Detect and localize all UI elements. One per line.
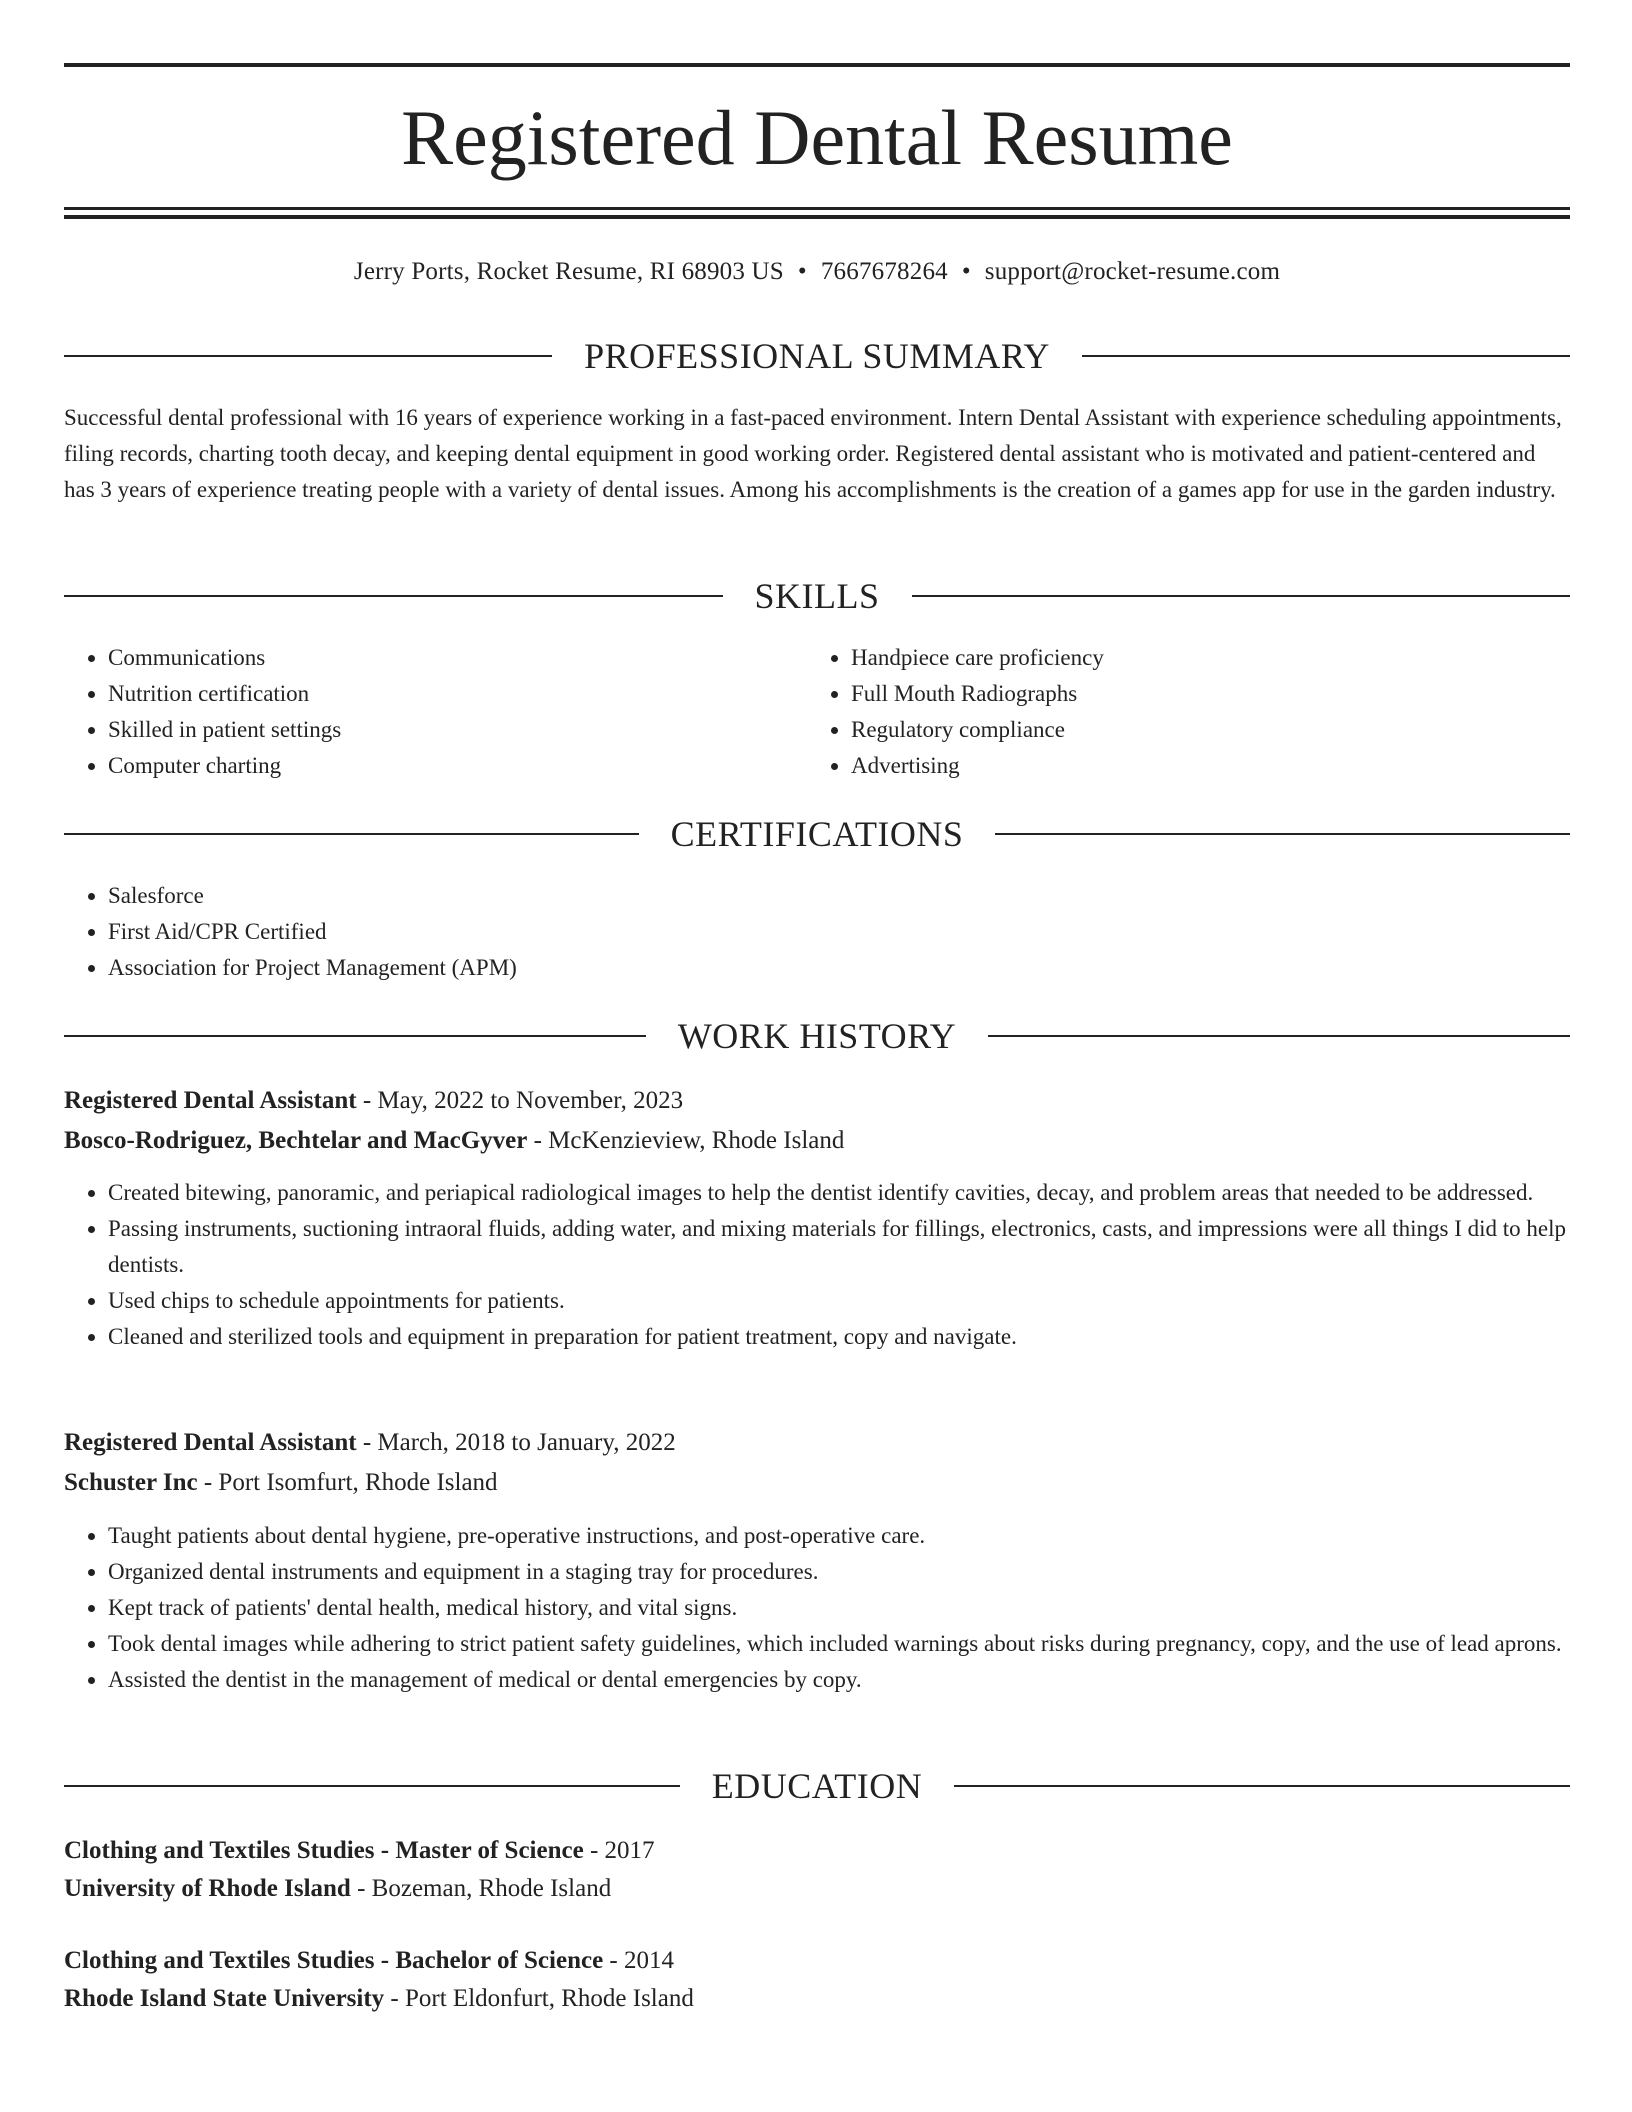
certification-item: • Association for Project Management (APM) (108, 950, 1508, 986)
section-heading-summary (64, 334, 1570, 378)
skill-item: • Communications (108, 640, 808, 676)
skill-item: • Nutrition certification (108, 676, 808, 712)
job-title-line (64, 1424, 1570, 1462)
education-degree: Clothing and Textiles Studies - Bachelor of Science (64, 1947, 604, 1974)
contact-email: support@rocket-resume.com (984, 258, 1281, 285)
section-title: EDUCATION (711, 1766, 923, 1806)
section-title: WORK HISTORY (677, 1016, 957, 1056)
job-bullet: • Assisted the dentist in the management of medical or dental emergencies by copy. (108, 1662, 1570, 1698)
education-degree: Clothing and Textiles Studies - Master of Science (64, 1837, 584, 1864)
skill-item: • Full Mouth Radiographs (851, 676, 1551, 712)
education-location: - Port Eldonfurt, Rhode Island (384, 1985, 694, 2012)
job-company-line (64, 1464, 1570, 1502)
education-degree-line (64, 1832, 1570, 1870)
education-year: - 2017 (583, 1837, 655, 1864)
education-school: Rhode Island State University (64, 1985, 385, 2012)
heading-rule (64, 1035, 646, 1037)
heading-rule (64, 355, 552, 357)
job-bullet: • Created bitewing, panoramic, and periapical radiological images to help the dentist identify cavities, decay, and problem areas that needed to be addressed. (108, 1175, 1570, 1211)
job-title: Registered Dental Assistant (64, 1087, 357, 1114)
skill-item: • Skilled in patient settings (108, 712, 808, 748)
skill-item: • Advertising (851, 748, 1551, 784)
section-heading-work (64, 1014, 1570, 1058)
section-heading-skills (64, 574, 1570, 618)
top-rule (64, 63, 1570, 67)
heading-rule (64, 1785, 680, 1787)
skill-item: • Regulatory compliance (851, 712, 1551, 748)
job-company-line (64, 1122, 1570, 1160)
section-heading-education (64, 1764, 1570, 1808)
job-title: Registered Dental Assistant (64, 1429, 357, 1456)
resume-title: Registered Dental Resume (401, 94, 1233, 181)
contact-phone: 7667678264 (820, 258, 948, 285)
education-year: - 2014 (603, 1947, 674, 1974)
job-bullet: • Taught patients about dental hygiene, pre-operative instructions, and post-operative care. (108, 1518, 1570, 1554)
skill-item: • Handpiece care proficiency (851, 640, 1551, 676)
job-bullets (64, 1175, 1570, 1355)
education-degree-line (64, 1942, 1570, 1980)
heading-rule (912, 595, 1571, 597)
certification-item: • First Aid/CPR Certified (108, 914, 1508, 950)
education-school: University of Rhode Island (64, 1875, 351, 1902)
contact-line (64, 254, 1570, 290)
education-school-line (64, 1980, 1570, 2018)
job-location: - Port Isomfurt, Rhode Island (197, 1469, 498, 1496)
contact-separator: • (961, 258, 971, 285)
job-location: - McKenzieview, Rhode Island (527, 1127, 845, 1154)
section-heading-certifications (64, 812, 1570, 856)
job-bullet: • Passing instruments, suctioning intraoral fluids, adding water, and mixing materials for fillings, electronics, casts, and impressions were all things I did to help dentists. (108, 1211, 1570, 1283)
heading-rule (988, 1035, 1570, 1037)
job-company: Bosco-Rodriguez, Bechtelar and MacGyver (64, 1127, 528, 1154)
education-location: - Bozeman, Rhode Island (350, 1875, 612, 1902)
contact-separator: • (797, 258, 807, 285)
contact-address: Jerry Ports, Rocket Resume, RI 68903 US (353, 258, 784, 285)
heading-rule (64, 595, 723, 597)
job-bullet: • Kept track of patients' dental health, medical history, and vital signs. (108, 1590, 1570, 1626)
job-bullet: • Organized dental instruments and equipment in a staging tray for procedures. (108, 1554, 1570, 1590)
heading-rule (1082, 355, 1570, 357)
certifications-list (64, 878, 1508, 986)
job-dates: - March, 2018 to January, 2022 (356, 1429, 676, 1456)
job-bullets (64, 1518, 1570, 1698)
section-title: SKILLS (754, 576, 880, 616)
title-rule-lower (64, 215, 1570, 219)
section-title: CERTIFICATIONS (670, 814, 964, 854)
title-rule-upper (64, 207, 1570, 210)
job-dates: - May, 2022 to November, 2023 (356, 1087, 684, 1114)
job-bullet: • Used chips to schedule appointments for patients. (108, 1283, 1570, 1319)
heading-rule (64, 833, 639, 835)
job-bullet: • Cleaned and sterilized tools and equipment in preparation for patient treatment, copy and navigate. (108, 1319, 1570, 1355)
job-title-line (64, 1082, 1570, 1120)
section-title: PROFESSIONAL SUMMARY (584, 336, 1050, 376)
certification-item: • Salesforce (108, 878, 1508, 914)
heading-rule (954, 1785, 1570, 1787)
heading-rule (995, 833, 1570, 835)
education-school-line (64, 1870, 1570, 1908)
job-bullet: • Took dental images while adhering to strict patient safety guidelines, which included warnings about risks during pregnancy, copy, and the use of lead aprons. (108, 1626, 1570, 1662)
skills-list-left (64, 640, 808, 784)
skills-list-right (807, 640, 1551, 784)
job-company: Schuster Inc (64, 1469, 198, 1496)
skill-item: • Computer charting (108, 748, 808, 784)
summary-text: Successful dental professional with 16 years of experience working in a fast-paced environment. Intern Dental Assistant with experience scheduling appointments, filing records, charting tooth decay, and keeping dental equipment in good working order. Registered dental assistant who is motivated and patient-centered and has 3 years of experience treating people with a variety of dental issues. Among his accomplishments is the creation of a games app for use in the garden industry. (64, 405, 1562, 502)
